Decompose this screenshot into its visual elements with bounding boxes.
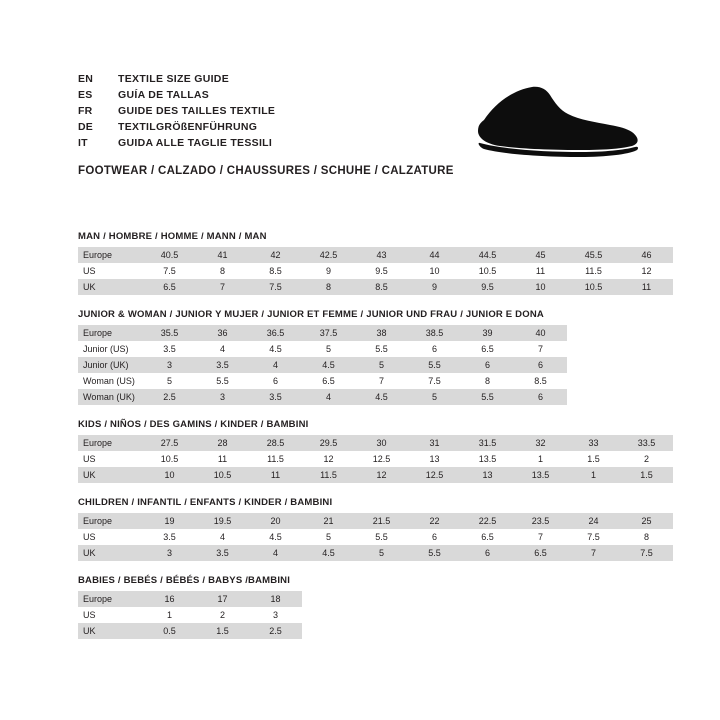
size-cell: 42	[249, 247, 302, 263]
table-row	[78, 623, 302, 639]
size-cell: 5	[355, 545, 408, 561]
size-cell: 1	[143, 607, 196, 623]
size-cell: 31	[408, 435, 461, 451]
size-cell: 13.5	[514, 467, 567, 483]
language-guide-title: TEXTILGRÖßENFÜHRUNG	[118, 121, 258, 133]
size-cell: 8.5	[514, 373, 567, 389]
size-block-title: CHILDREN / INFANTIL / ENFANTS / KINDER / BAMBINI	[78, 497, 333, 508]
row-label: Europe	[78, 591, 143, 607]
size-cell: 6.5	[461, 341, 514, 357]
table-row	[78, 545, 673, 561]
size-table	[78, 435, 673, 483]
language-code: EN	[78, 73, 93, 85]
size-cell: 4.5	[302, 357, 355, 373]
size-cell: 19.5	[196, 513, 249, 529]
table-row	[78, 435, 673, 451]
size-cell: 6	[461, 357, 514, 373]
size-cell: 10.5	[143, 451, 196, 467]
table-row	[78, 591, 302, 607]
size-cell: 6	[461, 545, 514, 561]
size-block	[78, 231, 652, 295]
table-row	[78, 451, 673, 467]
size-cell: 5.5	[355, 529, 408, 545]
size-cell: 10.5	[461, 263, 514, 279]
size-cell: 3	[196, 389, 249, 405]
row-label: US	[78, 529, 143, 545]
size-cell: 40	[514, 325, 567, 341]
size-cell: 10.5	[196, 467, 249, 483]
row-label: US	[78, 607, 143, 623]
size-cell: 8	[620, 529, 673, 545]
size-cell: 6	[514, 357, 567, 373]
size-cell: 3.5	[249, 389, 302, 405]
size-cell: 11.5	[249, 451, 302, 467]
size-cell: 6	[408, 529, 461, 545]
size-cell: 4	[249, 545, 302, 561]
table-row	[78, 529, 673, 545]
size-cell: 6.5	[514, 545, 567, 561]
size-cell: 5	[143, 373, 196, 389]
language-guide-title: GUÍA DE TALLAS	[118, 89, 210, 101]
size-cell: 13.5	[461, 451, 514, 467]
size-cell: 20	[249, 513, 302, 529]
row-label: UK	[78, 623, 143, 639]
language-guide-title: TEXTILE SIZE GUIDE	[118, 73, 229, 85]
size-cell: 1.5	[567, 451, 620, 467]
size-cell: 2	[620, 451, 673, 467]
footwear-category-title: FOOTWEAR / CALZADO / CHAUSSURES / SCHUHE / CALZATURE	[78, 164, 454, 177]
size-cell: 28.5	[249, 435, 302, 451]
size-cell: 1	[567, 467, 620, 483]
size-cell: 8	[302, 279, 355, 295]
table-row	[78, 607, 302, 623]
size-cell: 8	[196, 263, 249, 279]
size-cell: 4	[249, 357, 302, 373]
size-cell: 5	[408, 389, 461, 405]
size-cell: 11	[620, 279, 673, 295]
table-row	[78, 357, 567, 373]
row-label: UK	[78, 545, 143, 561]
size-block	[78, 497, 653, 561]
row-label: Europe	[78, 325, 143, 341]
size-cell: 3.5	[196, 545, 249, 561]
size-cell: 36	[196, 325, 249, 341]
size-cell: 5	[355, 357, 408, 373]
size-cell: 4	[302, 389, 355, 405]
size-cell: 7	[514, 529, 567, 545]
size-cell: 6	[514, 389, 567, 405]
size-cell: 2.5	[143, 389, 196, 405]
table-row	[78, 325, 567, 341]
size-cell: 0.5	[143, 623, 196, 639]
size-cell: 32	[514, 435, 567, 451]
size-cell: 24	[567, 513, 620, 529]
size-cell: 10	[514, 279, 567, 295]
size-cell: 4.5	[249, 529, 302, 545]
size-cell: 8.5	[355, 279, 408, 295]
size-block-title: KIDS / NIÑOS / DES GAMINS / KINDER / BAMBINI	[78, 419, 309, 430]
size-cell: 6.5	[143, 279, 196, 295]
size-cell: 1.5	[620, 467, 673, 483]
size-cell: 5.5	[461, 389, 514, 405]
size-cell: 38	[355, 325, 408, 341]
table-row	[78, 513, 673, 529]
size-cell: 19	[143, 513, 196, 529]
language-code: DE	[78, 121, 93, 133]
size-cell: 7.5	[567, 529, 620, 545]
size-cell: 5	[302, 529, 355, 545]
size-cell: 12.5	[355, 451, 408, 467]
size-cell: 10	[143, 467, 196, 483]
size-cell: 1.5	[196, 623, 249, 639]
size-cell: 7	[567, 545, 620, 561]
size-cell: 22.5	[461, 513, 514, 529]
language-code: FR	[78, 105, 93, 117]
size-block	[78, 575, 645, 639]
dress-shoe-icon	[462, 80, 642, 165]
size-cell: 45.5	[567, 247, 620, 263]
size-cell: 21	[302, 513, 355, 529]
size-cell: 3.5	[143, 341, 196, 357]
size-cell: 6	[249, 373, 302, 389]
row-label: Woman (UK)	[78, 389, 143, 405]
size-block-title: JUNIOR & WOMAN / JUNIOR Y MUJER / JUNIOR ET FEMME / JUNIOR UND FRAU / JUNIOR E DONA	[78, 309, 544, 320]
size-cell: 2.5	[249, 623, 302, 639]
size-block	[78, 309, 645, 405]
table-row	[78, 389, 567, 405]
size-cell: 13	[408, 451, 461, 467]
size-cell: 35.5	[143, 325, 196, 341]
size-cell: 25	[620, 513, 673, 529]
size-cell: 33	[567, 435, 620, 451]
size-cell: 11	[514, 263, 567, 279]
size-cell: 12	[302, 451, 355, 467]
row-label: UK	[78, 467, 143, 483]
size-cell: 7	[355, 373, 408, 389]
size-cell: 10.5	[567, 279, 620, 295]
size-cell: 8.5	[249, 263, 302, 279]
row-label: US	[78, 451, 143, 467]
language-code: IT	[78, 137, 88, 149]
size-cell: 4.5	[355, 389, 408, 405]
size-cell: 9	[302, 263, 355, 279]
size-cell: 7	[196, 279, 249, 295]
size-cell: 7.5	[249, 279, 302, 295]
language-guide-title: GUIDA ALLE TAGLIE TESSILI	[118, 137, 273, 149]
size-block-title: BABIES / BEBÉS / BÉBÉS / BABYS /BAMBINI	[78, 575, 291, 586]
row-label: UK	[78, 279, 143, 295]
size-cell: 4.5	[302, 545, 355, 561]
language-guide-title: GUIDE DES TAILLES TEXTILE	[118, 105, 276, 117]
size-cell: 39	[461, 325, 514, 341]
size-cell: 43	[355, 247, 408, 263]
size-cell: 38.5	[408, 325, 461, 341]
size-cell: 29.5	[302, 435, 355, 451]
size-cell: 33.5	[620, 435, 673, 451]
size-table	[78, 247, 673, 295]
row-label: Junior (US)	[78, 341, 143, 357]
size-cell: 22	[408, 513, 461, 529]
table-row	[78, 341, 567, 357]
size-cell: 7.5	[143, 263, 196, 279]
table-row	[78, 263, 673, 279]
size-cell: 9.5	[461, 279, 514, 295]
size-cell: 11	[196, 451, 249, 467]
table-row	[78, 247, 673, 263]
size-cell: 31.5	[461, 435, 514, 451]
size-cell: 5	[302, 341, 355, 357]
size-cell: 5.5	[408, 545, 461, 561]
size-cell: 41	[196, 247, 249, 263]
size-cell: 11.5	[302, 467, 355, 483]
language-code: ES	[78, 89, 93, 101]
size-cell: 36.5	[249, 325, 302, 341]
size-cell: 7.5	[620, 545, 673, 561]
row-label: Junior (UK)	[78, 357, 143, 373]
row-label: Europe	[78, 435, 143, 451]
row-label: Europe	[78, 513, 143, 529]
table-row	[78, 279, 673, 295]
size-cell: 42.5	[302, 247, 355, 263]
size-cell: 3	[143, 357, 196, 373]
size-cell: 2	[196, 607, 249, 623]
table-row	[78, 373, 567, 389]
size-cell: 9.5	[355, 263, 408, 279]
size-cell: 27.5	[143, 435, 196, 451]
size-cell: 6	[408, 341, 461, 357]
size-cell: 11.5	[567, 263, 620, 279]
size-cell: 5.5	[355, 341, 408, 357]
table-row	[78, 467, 673, 483]
size-cell: 40.5	[143, 247, 196, 263]
size-cell: 10	[408, 263, 461, 279]
size-cell: 12	[355, 467, 408, 483]
size-cell: 17	[196, 591, 249, 607]
size-cell: 6.5	[302, 373, 355, 389]
size-cell: 46	[620, 247, 673, 263]
size-cell: 21.5	[355, 513, 408, 529]
size-cell: 12	[620, 263, 673, 279]
size-cell: 13	[461, 467, 514, 483]
size-cell: 30	[355, 435, 408, 451]
size-cell: 5.5	[408, 357, 461, 373]
size-cell: 3.5	[196, 357, 249, 373]
size-table	[78, 591, 302, 639]
row-label: US	[78, 263, 143, 279]
size-cell: 5.5	[196, 373, 249, 389]
size-cell: 3	[249, 607, 302, 623]
size-table	[78, 513, 673, 561]
size-tables	[78, 231, 656, 653]
size-cell: 4	[196, 341, 249, 357]
size-cell: 12.5	[408, 467, 461, 483]
size-cell: 11	[249, 467, 302, 483]
size-cell: 18	[249, 591, 302, 607]
size-block-title: MAN / HOMBRE / HOMME / MANN / MAN	[78, 231, 267, 242]
row-label: Woman (US)	[78, 373, 143, 389]
size-cell: 16	[143, 591, 196, 607]
row-label: Europe	[78, 247, 143, 263]
size-cell: 7.5	[408, 373, 461, 389]
size-cell: 8	[461, 373, 514, 389]
size-block	[78, 419, 656, 483]
size-cell: 3	[143, 545, 196, 561]
size-cell: 44	[408, 247, 461, 263]
size-cell: 37.5	[302, 325, 355, 341]
size-cell: 7	[514, 341, 567, 357]
size-cell: 1	[514, 451, 567, 467]
size-cell: 44.5	[461, 247, 514, 263]
size-cell: 3.5	[143, 529, 196, 545]
size-cell: 9	[408, 279, 461, 295]
size-cell: 4	[196, 529, 249, 545]
size-cell: 6.5	[461, 529, 514, 545]
size-cell: 28	[196, 435, 249, 451]
size-cell: 4.5	[249, 341, 302, 357]
size-cell: 23.5	[514, 513, 567, 529]
size-cell: 45	[514, 247, 567, 263]
size-table	[78, 325, 567, 405]
